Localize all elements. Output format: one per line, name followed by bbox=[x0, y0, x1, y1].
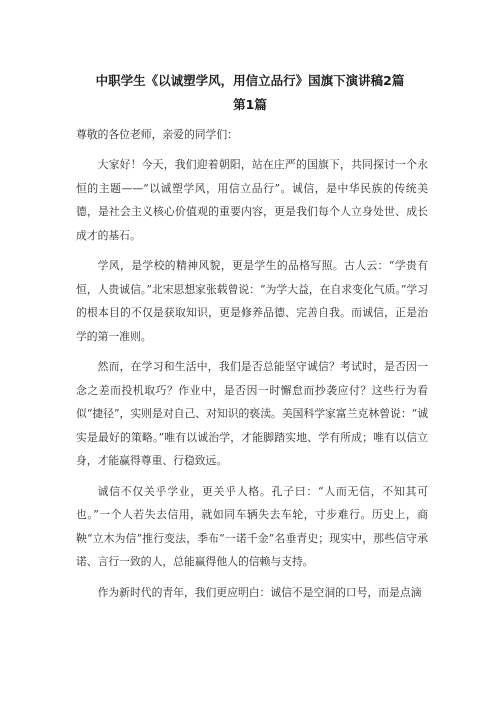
paragraph: 然而，在学习和生活中，我们是否总能坚守诚信？考试时，是否因一念之差而投机取巧？作业中，是否因一时懈怠而抄袭应付？这些行为看似“捷径”，实则是对自己、对知识的亵渎。美国科学家富兰克林曾说：“诚实是最好的策略。”唯有以诚治学，才能脚踏实地、学有所成；唯有以信立身，才能赢得尊重、行稳致远。 bbox=[76, 360, 428, 467]
document-title: 中职学生《以诚塑学风，用信立品行》国旗下演讲稿2篇 bbox=[95, 73, 405, 88]
document-body bbox=[76, 125, 428, 611]
document-subtitle: 第1篇 bbox=[233, 97, 267, 112]
paragraph: 大家好！今天，我们迎着朝阳，站在庄严的国旗下，共同探讨一个永恒的主题——“以诚塑学风，用信立品行”。诚信，是中华民族的传统美德，是社会主义核心价值观的重要内容，更是我们每个人立身处世、成长成才的基石。 bbox=[76, 158, 428, 242]
paragraph: 作为新时代的青年，我们更应明白：诚信不是空洞的口号，而是点滴 bbox=[97, 585, 422, 599]
paragraph: 学风，是学校的精神风貌，更是学生的品格写照。古人云：“学贵有恒，人贵诚信。”北宋思想家张载曾说：“为学大益，在自求变化气质。”学习的根本目的不仅是获取知识，更是修养品德、完善自我。而诚信，正是治学的第一准则。 bbox=[76, 259, 428, 343]
paragraph: 诚信不仅关乎学业，更关乎人格。孔子曰：“人而无信，不知其可也。”一个人若失去信用，就如同车辆失去车轮，寸步难行。历史上，商鞅“立木为信”推行变法，季布“一诺千金”名垂青史；现实中，那些信守承诺、言行一致的人，总能赢得他人的信赖与支持。 bbox=[76, 484, 428, 568]
greeting: 尊敬的各位老师，亲爱的同学们： bbox=[76, 128, 238, 141]
